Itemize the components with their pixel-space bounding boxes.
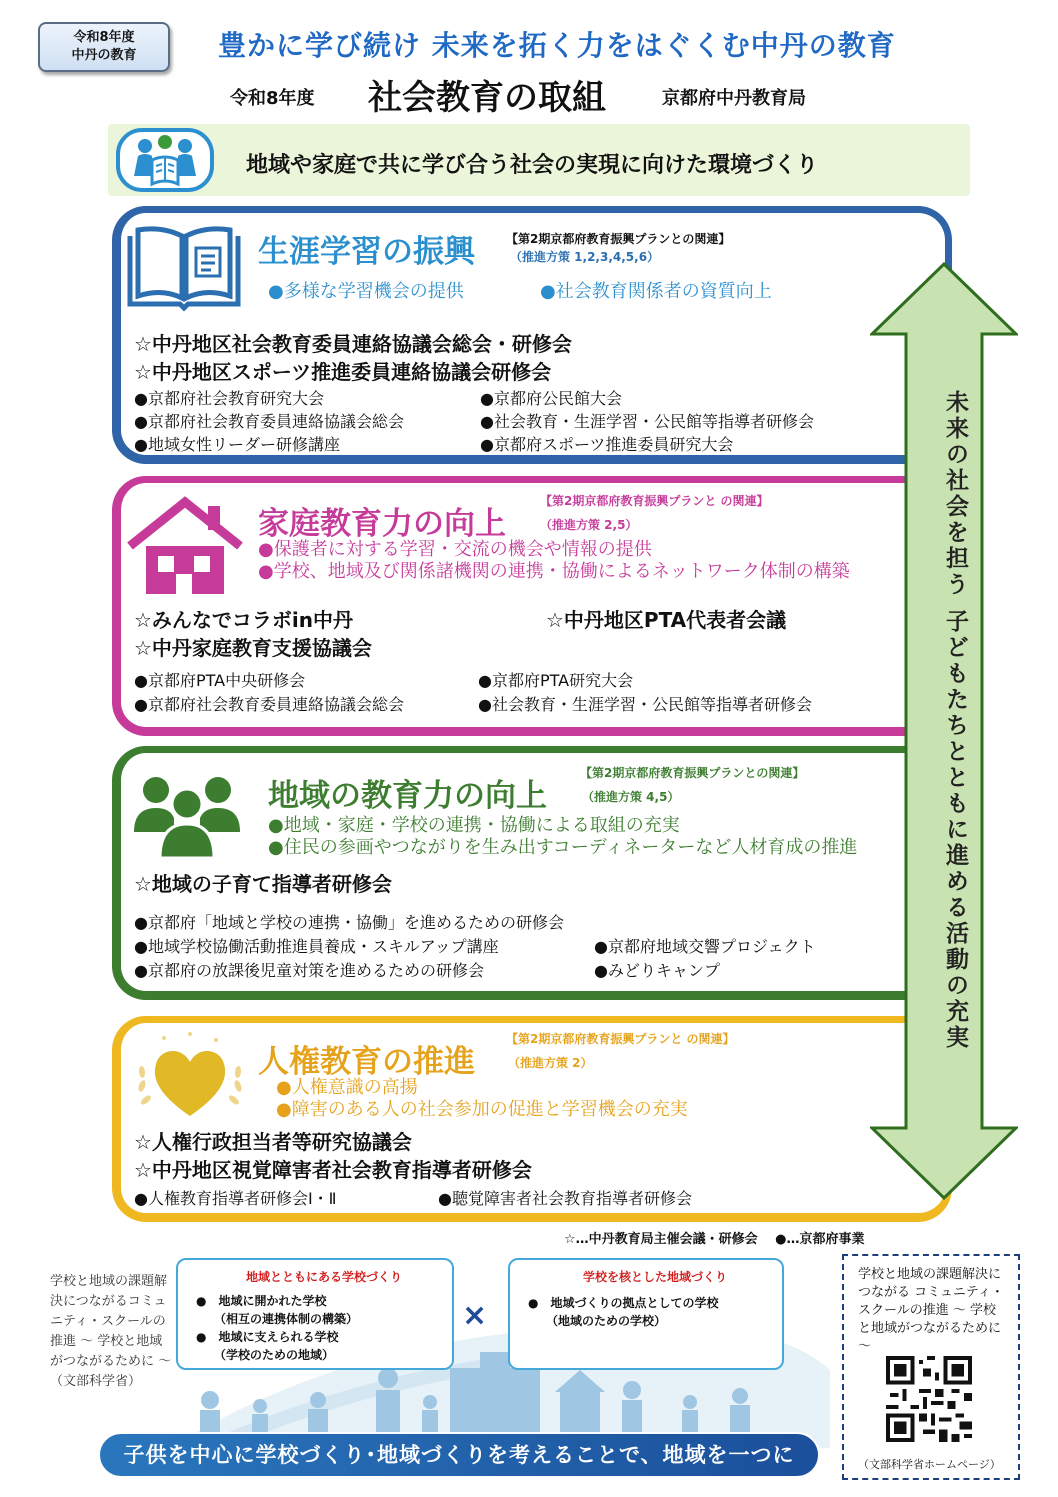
rights-measures: （推進方策 2） xyxy=(508,1056,593,1070)
lifelong-title: 生涯学習の振興 xyxy=(258,234,475,270)
lifelong-dot-left-1: ●京都府社会教育研究大会 xyxy=(134,389,324,408)
rights-dot-1: ●人権教育指導者研修会Ⅰ・Ⅱ xyxy=(134,1189,337,1208)
rights-plan: 【第2期京都府教育振興プランと の関連】 xyxy=(506,1032,735,1046)
lifelong-star-1: ☆中丹地区社会教育委員連絡協議会総会・研修会 xyxy=(134,332,572,356)
community-dot-4: ●京都府の放課後児童対策を進めるための研修会 xyxy=(134,961,484,980)
lifelong-plan: 【第2期京都府教育振興プランとの関連】 xyxy=(506,232,731,246)
family-star-2: ☆中丹地区PTA代表者会議 xyxy=(546,608,787,632)
theme-text: 地域や家庭で共に学び合う社会の実現に向けた環境づくり xyxy=(246,153,819,178)
family-title: 家庭教育力の向上 xyxy=(258,506,506,542)
community-plan: 【第2期京都府教育振興プランとの関連】 xyxy=(580,766,805,780)
rights-goal-1: ●人権意識の高揚 xyxy=(276,1077,418,1098)
school-box-item-1: ● 地域に開かれた学校 xyxy=(196,1294,327,1308)
community-goal-1: ●地域・家庭・学校の連携・協働による取組の充実 xyxy=(268,815,680,836)
heart-icon xyxy=(134,1030,246,1122)
school-box-item-4: （学校のための地域） xyxy=(214,1348,335,1362)
rights-star-1: ☆人権行政担当者等研究協議会 xyxy=(134,1130,412,1154)
page-title: 社会教育の取組 xyxy=(368,78,606,118)
side-note: 学校と地域の課題解決につながるコミュニティ・スクールの推進 〜 学校と地域がつながるために 〜（文部科学省） xyxy=(50,1274,172,1389)
school-box-item-2: （相互の連携体制の構築） xyxy=(214,1312,359,1326)
region-box-item-2: （地域のための学校） xyxy=(546,1314,667,1328)
book-icon xyxy=(126,226,242,312)
lifelong-dot-right-1: ●京都府公民館大会 xyxy=(480,389,622,408)
rights-title: 人権教育の推進 xyxy=(258,1044,475,1080)
region-box-item-1: ● 地域づくりの拠点としての学校 xyxy=(528,1296,719,1310)
lifelong-measures: （推進方策 1,2,3,4,5,6） xyxy=(510,250,660,264)
corner-badge xyxy=(38,22,170,72)
family-goal-2: ●学校、地域及び関係諸機関の連携・協働によるネットワーク体制の構築 xyxy=(258,561,850,582)
family-dot-left-1: ●京都府PTA中央研修会 xyxy=(134,671,306,690)
lifelong-goal-2: ●社会教育関係者の資質向上 xyxy=(540,281,772,302)
community-dot-5: ●みどりキャンプ xyxy=(594,961,720,980)
slogan: 豊かに学び続け 未来を拓く力をはぐくむ中丹の教育 xyxy=(218,29,896,62)
lifelong-dot-right-2: ●社会教育・生涯学習・公民館等指導者研修会 xyxy=(480,412,814,431)
rights-dot-2: ●聴覚障害者社会教育指導者研修会 xyxy=(438,1189,692,1208)
house-icon xyxy=(124,494,246,596)
bottom-banner: 子供を中心に学校づくり･地域づくりを考えることで、地域を一つに xyxy=(98,1432,820,1478)
community-star-1: ☆地域の子育て指導者研修会 xyxy=(134,872,392,896)
lifelong-star-2: ☆中丹地区スポーツ推進委員連絡協議会研修会 xyxy=(134,360,552,384)
region-box-heading: 学校を核とした地域づくり xyxy=(582,1270,727,1284)
family-dot-right-2: ●社会教育・生涯学習・公民館等指導者研修会 xyxy=(478,695,812,714)
family-star-3: ☆中丹家庭教育支援協議会 xyxy=(134,636,372,660)
region-building-box xyxy=(508,1258,784,1370)
lifelong-goal-1: ●多様な学習機会の提供 xyxy=(268,281,464,302)
rights-goal-2: ●障害のある人の社会参加の促進と学習機会の充実 xyxy=(276,1099,688,1120)
lifelong-dot-left-2: ●京都府社会教育委員連絡協議会総会 xyxy=(134,412,404,431)
bureau-name: 京都府中丹教育局 xyxy=(662,88,806,109)
qr-caption: （文部科学省ホームページ） xyxy=(858,1458,1001,1471)
community-title: 地域の教育力の向上 xyxy=(268,778,547,814)
community-dot-3: ●京都府地域交響プロジェクト xyxy=(594,937,816,956)
school-box-heading: 地域とともにある学校づくり xyxy=(245,1270,402,1284)
family-dot-left-2: ●京都府社会教育委員連絡協議会総会 xyxy=(134,695,404,714)
family-measures: （推進方策 2,5） xyxy=(540,518,638,532)
family-star-1: ☆みんなでコラボin中丹 xyxy=(134,608,354,632)
lifelong-dot-right-3: ●京都府スポーツ推進委員研究大会 xyxy=(480,435,734,454)
qr-description: 学校と地域の課題解決につながる コミュニティ・スクールの推進 〜 学校と地域がつながるために 〜 xyxy=(858,1267,1004,1354)
arrow-caption: 未来の社会を担う 子どもたちとともに進める活動の充実 xyxy=(942,390,968,1052)
times-symbol: × xyxy=(462,1298,488,1333)
school-box-item-3: ● 地域に支えられる学校 xyxy=(196,1330,339,1344)
community-measures: （推進方策 4,5） xyxy=(582,790,680,804)
people-reading-icon xyxy=(112,126,218,194)
legend: ☆…中丹教育局主催会議・研修会 ●…京都府事業 xyxy=(564,1232,865,1247)
badge-line2: 中丹の教育 xyxy=(71,48,137,63)
school-community-box xyxy=(176,1258,454,1370)
qr-code[interactable] xyxy=(886,1356,972,1442)
badge-line1: 令和8年度 xyxy=(73,30,135,45)
group-icon xyxy=(130,770,244,858)
family-goal-1: ●保護者に対する学習・交流の機会や情報の提供 xyxy=(258,539,652,560)
year-label: 令和8年度 xyxy=(230,88,315,109)
community-dot-2: ●地域学校協働活動推進員養成・スキルアップ講座 xyxy=(134,937,499,956)
lifelong-dot-left-3: ●地域女性リーダー研修講座 xyxy=(134,435,340,454)
rights-star-2: ☆中丹地区視覚障害者社会教育指導者研修会 xyxy=(134,1158,532,1182)
family-dot-right-1: ●京都府PTA研究大会 xyxy=(478,671,634,690)
community-dot-1: ●京都府「地域と学校の連携・協働」を進めるための研修会 xyxy=(134,913,564,932)
family-plan: 【第2期京都府教育振興プランと の関連】 xyxy=(540,494,769,508)
community-goal-2: ●住民の参画やつながりを生み出すコーディネーターなど人材育成の推進 xyxy=(268,837,858,858)
